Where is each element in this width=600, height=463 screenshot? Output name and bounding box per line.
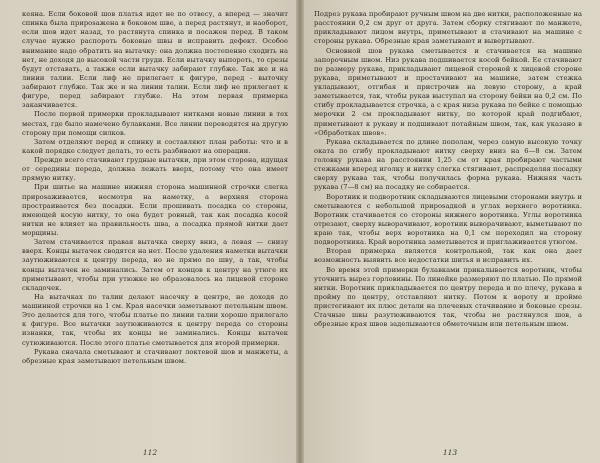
paragraph: Рукава складывается по длине пополам, через самую высокую точку оката по сгибу прокладывают нитку сверху вниз на 6—8 см. Затем головку рукава на расстоянии 1,25 см от края пробирают частыми стежками вперед иголку и нитку слегка стягивают, распределяя посадку сверху рукава так, чтобы получилась форма рукава. Нижняя часть рукава (7—8 см) на посадку не собирается.	[314, 137, 582, 192]
page-number: 112	[142, 448, 158, 457]
paragraph: Подрез рукава пробирают ручным швом на две нитки, расположенные на расстоянии 0,2 см друг от друга. Затем сборку стягивают по манжете, прикладывают лицом внутрь, приметывают и стачивают на машине с стороны рукава. Обрезные края заметывают и вывертывают.	[314, 10, 582, 46]
paragraph: Рукава сначала сметывают и стачивают локтевой шов и манжеты, а обрезные края заметывают петельным швом.	[22, 347, 288, 365]
paragraph: На вытачках по талии делают насечку в центре, не доходя до машинной строчки на 1 см. Края насечки заметывают петельным швом. Это делается для того, чтобы платье по линии талии хорошо прилегало к фигуре. Все вытачки заутюживаются к центру переда со стороны изнанки, так, чтобы их концы не заминались. Концы вытачек сутюживаются. После этого платье сметывается для второй примерки.	[22, 292, 288, 347]
right-page	[300, 0, 600, 463]
paragraph: Вторая примерка является контрольной, так как она дает возможность выявить все недостатки шитья и исправить их.	[314, 247, 582, 265]
paragraph: Прежде всего стачивают грудные вытачки, при этом сторона, идущая от середины переда, должна лежать вверх, потому что она имеет прямую нитку.	[22, 156, 288, 183]
paragraph: Воротник и подворотник складываются лицевыми сторонами внутрь и сметываются с небольшой приposадкой в углах верхнего воротника. Воротник стачивается со стороны нижнего воротника. Углы воротника отрезают, сверху выворачивают, воротник выворачивают, выметывают по краю так, чтобы верх воротника на 0,1 см переходил на сторону подворотника. Край воротника заметывается и приглаживается утюгом.	[314, 192, 582, 247]
paragraph: Основной шов рукава сметывается и стачивается на машине запорочным швом. Низ рукава подшивается косой бейкой. Ее стачивают по размеру рукава, прикладывают лицевой стороной к лицевой стороне рукава, приметывают и простачивают на машине, затем стежка укладывают, отгибая и пристрочив на левую сторону, а край заметывается, так, чтобы рукав выступал на сторону бейки на 0,2 см. По стибу прокладывается строчка, а с края низа рукава по бейке с помощью мерочки 2 см прокладывают нитку, по которой край подгибают, приметывают к рукаву и подшивают потайным швом, так, как указано в «Обработках швов».	[314, 46, 582, 137]
left-page-text	[22, 10, 288, 366]
paragraph: Во время этой примерки булавками прикалывается воротник, чтобы уточнить вырез горловины. По линейке размеряют по платью. По прямой нитки. Воротник прикладывается по центру переда и по плечу, рукава в пройму по центру, отставляют нитку. Потом к вороту и пройме пристегивают их плюс детали на плечевых стачивание и боковые срезы. Стачные швы разутюживаются так, чтобы не растянулся шов, а обрезные края швов заделываются обметочным или петельным швом.	[314, 265, 582, 329]
paragraph: При шитье на машине нижняя сторона машинной строчки слегка приposаживается, несмотря на наметку, а верхняя сторона простраивается без посадки. Если прошивать посадка со стороны, имеющей косую нитку, то она будет ровный, так как посадка косой нитки не влияет на правильность шва, а посадка прямой нитки дает морщины.	[22, 183, 288, 237]
paragraph: Затем стачивается правая вытачка сверху вниз, а левая — снизу вверх. Концы вытачек сводятся на нет. После удаления наметки вытачки заутюживаются к центру переда, но не прямо по шву, а так, чтобы концы вытачек не заминались. Затем от концов к центру на утюге их приметывают, чтобы при утюжке не образовалось на лицевой стороне складочек.	[22, 238, 288, 292]
book-gutter	[296, 0, 304, 463]
right-page-text	[314, 10, 582, 329]
page-number: 113	[442, 448, 458, 457]
paragraph: кеяна. Если боковой шов платья идет не по отвесу, а вперед — значит спинка была приposажена в боковом шве, а перед растянут, и наоборот, если шов идет назад, то растянута спинка и посажен перед. В таком случае нужно распороть боковые швы и исправить дефект. Особое внимание надо обратить на вытачку: она должна постепенно сходить на нет, не доходя до высокой части груди. Если вытачку выпороть, то срезы будут отставать, а также если вытачку забирают глубже. Так же и на линии талии. Если лиф не прилегает к фигуре, перед - выточку забирают глубже. Так же и на линии талии. Если лиф не прилегает к фигуре, перед забирают глубже. На этом первая примерка заканчивается.	[22, 10, 288, 110]
paragraph: Затем отделяют перед и спинку и составляют план работы: что и в какой порядке следует делать, то есть разбивают на операции.	[22, 137, 288, 155]
paragraph: После первой примерки прокладывают нитками новые линии в тех местах, где было намечено булавками. Все линии переводятся на другую сторону при помощи силков.	[22, 110, 288, 137]
